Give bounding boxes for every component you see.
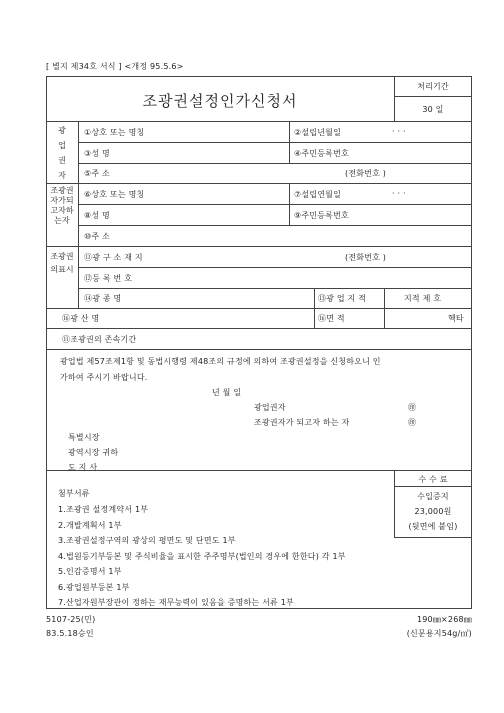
- mrh-reg-label: ④주민등록번호: [294, 149, 349, 158]
- mine-period-label: ⑪조광권의 존속기간: [62, 335, 137, 344]
- processing-value: 30 일: [422, 105, 444, 114]
- declaration-date: 년 월 일: [212, 388, 242, 397]
- footer-paper: (신문용지54g/㎡): [406, 629, 472, 638]
- page-title: 조광권설정인가신청서: [142, 92, 298, 110]
- lessee-name-label: ⑥상호 또는 명칭: [84, 190, 145, 199]
- fee-line2: 23,000원: [414, 507, 452, 516]
- attachment-item: 5.인감증명서 1부: [58, 567, 122, 576]
- mine-location-label: ⑪광 구 소 재 지: [84, 253, 143, 262]
- fee-label: 수 수 료: [418, 475, 448, 484]
- attachment-item: 6.광업원부등본 1부: [58, 582, 130, 592]
- footer-approval: 83.5.18승인: [46, 629, 94, 638]
- section-lessee: 조광권자가되고자하는자: [50, 186, 74, 225]
- mine-reg-label: ⑫등 록 번 호: [84, 274, 133, 283]
- fee-line1: 수입증지: [417, 492, 449, 501]
- recipient-2: 광역시장 귀하: [68, 448, 119, 457]
- recipient-1: 특별시장: [68, 433, 100, 442]
- form-number: [ 별지 제34호 서식 ] <개정 95.5.6>: [46, 62, 184, 71]
- lessee-address-label: ⑩주 소: [84, 232, 110, 241]
- section-mining-right-holder: 광업권자: [58, 126, 66, 180]
- attachment-item: 1.조광권 설정계약서 1부: [58, 505, 149, 514]
- lessee-person-label: ⑧성 명: [84, 211, 110, 220]
- lessee-date-label: ⑦설립연월일: [294, 190, 342, 199]
- attachment-item: 7.산업자원부장관이 정하는 재무능력이 있음을 증명하는 서류 1부: [58, 598, 294, 607]
- mrh-person-label: ③성 명: [84, 149, 110, 158]
- mine-map-label: ⑬광 업 지 적: [318, 294, 367, 303]
- attachments-title: 첨부서류: [58, 489, 90, 498]
- lessee-reg-label: ⑨주민등록번호: [294, 211, 349, 220]
- declaration-line1: 광업법 제57조제1항 및 동법시행령 제48조의 규정에 의하여 조광권설정을 신청하오니 인: [60, 357, 381, 366]
- attachment-item: 2.개발계획서 1부: [58, 520, 122, 530]
- recipient-3: 도 지 사: [68, 463, 98, 472]
- mine-size-label: ⑯면 적: [318, 314, 345, 323]
- attachment-item: 3.조광권설정구역의 광상의 평면도 및 단면도 1부: [58, 536, 236, 545]
- applicant-1-seal: ㊞: [408, 403, 417, 412]
- mrh-date-value: · · ·: [392, 127, 406, 136]
- applicant-2-seal: ㊞: [408, 418, 417, 427]
- applicant-2-label: 조광권자가 되고자 하는 자: [254, 418, 350, 427]
- fee-line3: (뒷면에 붙임): [408, 522, 458, 531]
- section-mine: 조광권의표시: [50, 252, 74, 274]
- mrh-name-label: ①상호 또는 명칭: [84, 128, 145, 137]
- applicant-1-label: 광업권자: [254, 403, 286, 412]
- mine-area-label: ⑯광 산 명: [62, 314, 100, 323]
- mine-size-unit: 헥타: [448, 314, 464, 323]
- processing-label: 처리기간: [417, 82, 449, 91]
- mine-phone-label: (전화번호 ): [345, 253, 387, 262]
- footer-code: 5107-25(민): [46, 615, 96, 624]
- mine-mineral-label: ⑭광 종 명: [84, 294, 122, 303]
- footer-size: 190㎜×268㎜: [416, 615, 472, 624]
- declaration-line2: 가하여 주시기 바랍니다.: [60, 373, 148, 382]
- mrh-date-label: ②설립년월일: [294, 128, 342, 137]
- lessee-date-value: · · ·: [392, 189, 406, 198]
- mrh-address-label: ⑤주 소: [84, 169, 110, 178]
- mine-map-value: 지적 제 호: [404, 294, 442, 303]
- mrh-phone-label: (전화번호 ): [345, 169, 387, 178]
- attachment-item: 4.법원등기부등본 및 주식비율을 표시한 주주명부(법인의 경우에 한한다) 각 1부: [58, 551, 346, 561]
